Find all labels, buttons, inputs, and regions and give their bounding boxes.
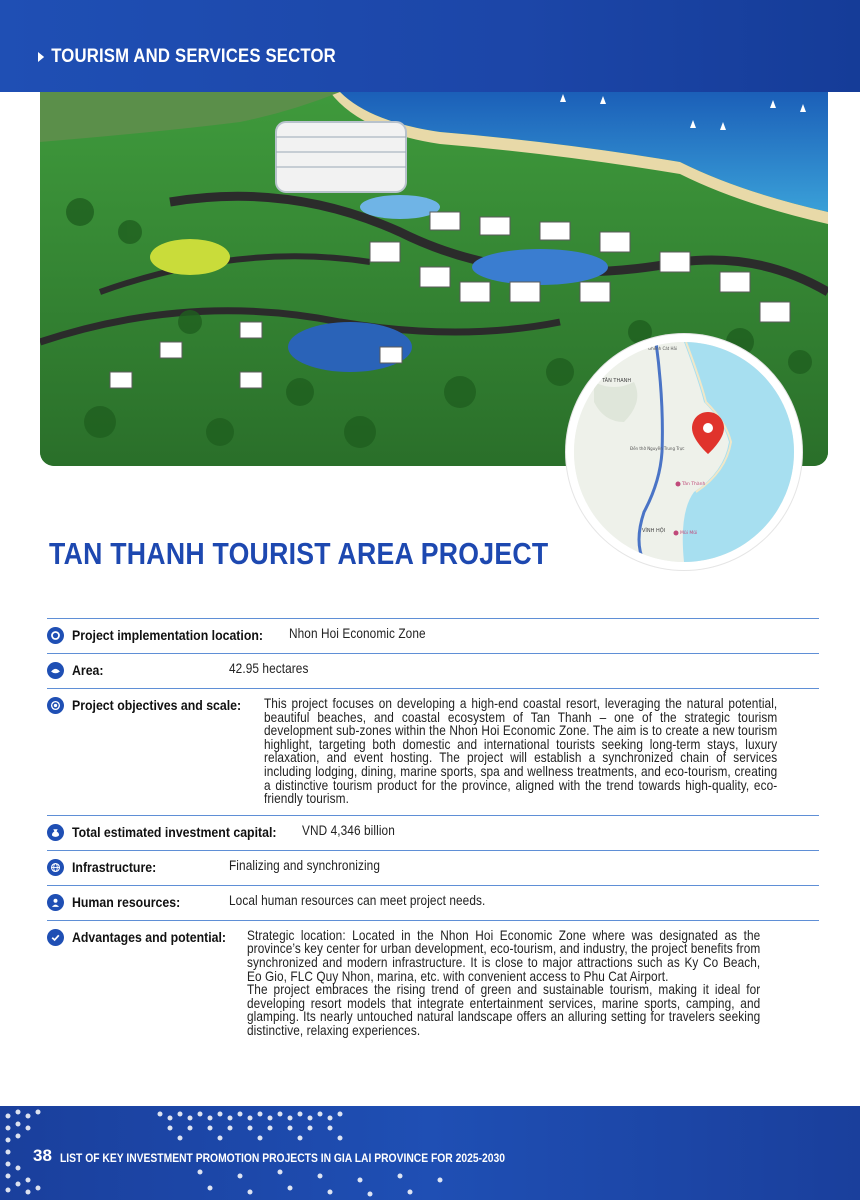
row-label: Area: — [72, 662, 104, 678]
map-label-ghenh-cat-hai: Ghềnh Cát Hải — [648, 346, 678, 351]
target-icon — [47, 697, 64, 714]
map-label-tan-thanh: TÂN THANH — [602, 378, 632, 384]
row-label: Total estimated investment capital: — [72, 823, 277, 840]
map-label-vinh-hoi: VĨNH HỘI — [642, 528, 666, 534]
row-advantages — [47, 920, 819, 1047]
map-graphic — [574, 342, 794, 562]
person-icon — [47, 894, 64, 911]
header-bar — [0, 0, 860, 92]
row-label: Infrastructure: — [72, 858, 157, 875]
row-human-resources — [47, 885, 819, 920]
money-bag-icon — [47, 824, 64, 841]
advantages-paragraph: Strategic location: Located in the Nhon Hoi Economic Zone where was designated as the province’s key center for urban development, eco-tourism, and industry, the project benefits from synchronized and modern infrastructure. It is close to major attractions such as Ky Co Beach, Eo Gio, FLC Quy Nhon, marina, etc. with convenient access to Phu Cat Airport. — [247, 927, 761, 984]
map-label-tan-thanh-poi: Tân Thành — [682, 482, 706, 487]
row-value: Finalizing and synchronizing — [229, 857, 381, 873]
row-infrastructure — [47, 850, 819, 885]
row-value: Local human resources can meet project needs. — [229, 892, 486, 908]
row-objectives — [47, 688, 819, 815]
row-value: 42.95 hectares — [229, 661, 309, 676]
location-map — [566, 334, 802, 570]
row-label: Human resources: — [72, 893, 181, 910]
row-area — [47, 653, 819, 688]
row-label: Project implementation location: — [72, 627, 263, 643]
row-label: Project objectives and scale: — [72, 697, 242, 713]
map-label-mui-mui: Mũi Mũi — [680, 531, 698, 536]
location-pin-icon — [47, 627, 64, 644]
page-title: TAN THANH TOURIST AREA PROJECT — [49, 536, 549, 571]
triangle-bullet-icon — [38, 52, 44, 62]
footer-title: LIST OF KEY INVESTMENT PROMOTION PROJECTS IN GIA LAI PROVINCE FOR 2025-2030 — [60, 1151, 505, 1165]
project-info-table — [47, 618, 819, 1047]
globe-icon — [47, 859, 64, 876]
check-circle-icon — [47, 929, 64, 946]
row-value: This project focuses on developing a high-end coastal resort, leveraging the natural potential, beautiful beaches, and coastal ecosystem of Tan Thanh – one of the strategic tourism development sub-zones within the Nhon Hoi Economic Zone. The aim is to create a new tourism highlight, targeting both domestic and international tourists seeking long-term stays, luxury relaxation, and event hosting. The project will establish a synchronized chain of services including lodging, dining, marine sports, spa and wellness treatments, and eco-tourism, creating a distinctive tourism product for the province, aligned with the trend towards high-quality, eco-friendly tourism. — [264, 696, 778, 807]
section-heading — [38, 46, 336, 68]
row-label: Advantages and potential: — [72, 928, 227, 945]
area-icon — [47, 662, 64, 679]
row-value — [247, 929, 760, 1038]
footer-bar — [0, 1106, 860, 1200]
row-value: VND 4,346 billion — [302, 822, 395, 838]
row-capital — [47, 815, 819, 850]
section-label: TOURISM AND SERVICES SECTOR — [51, 46, 336, 67]
map-label-den-tho: Đền thờ Nguyễn Trung Trực — [630, 446, 685, 451]
page-number: 38 — [33, 1146, 52, 1165]
map-inner — [574, 342, 794, 562]
row-value: Nhon Hoi Economic Zone — [289, 626, 426, 641]
advantages-paragraph: The project embraces the rising trend of green and sustainable tourism, making it ideal for developing resort models that integrate entertainment services, marine sports, camping, and glamping. Its nearly untouched natural landscape offers an alluring setting for travelers seeking distinctive, relaxing experiences. — [247, 982, 761, 1038]
row-location — [47, 618, 819, 653]
